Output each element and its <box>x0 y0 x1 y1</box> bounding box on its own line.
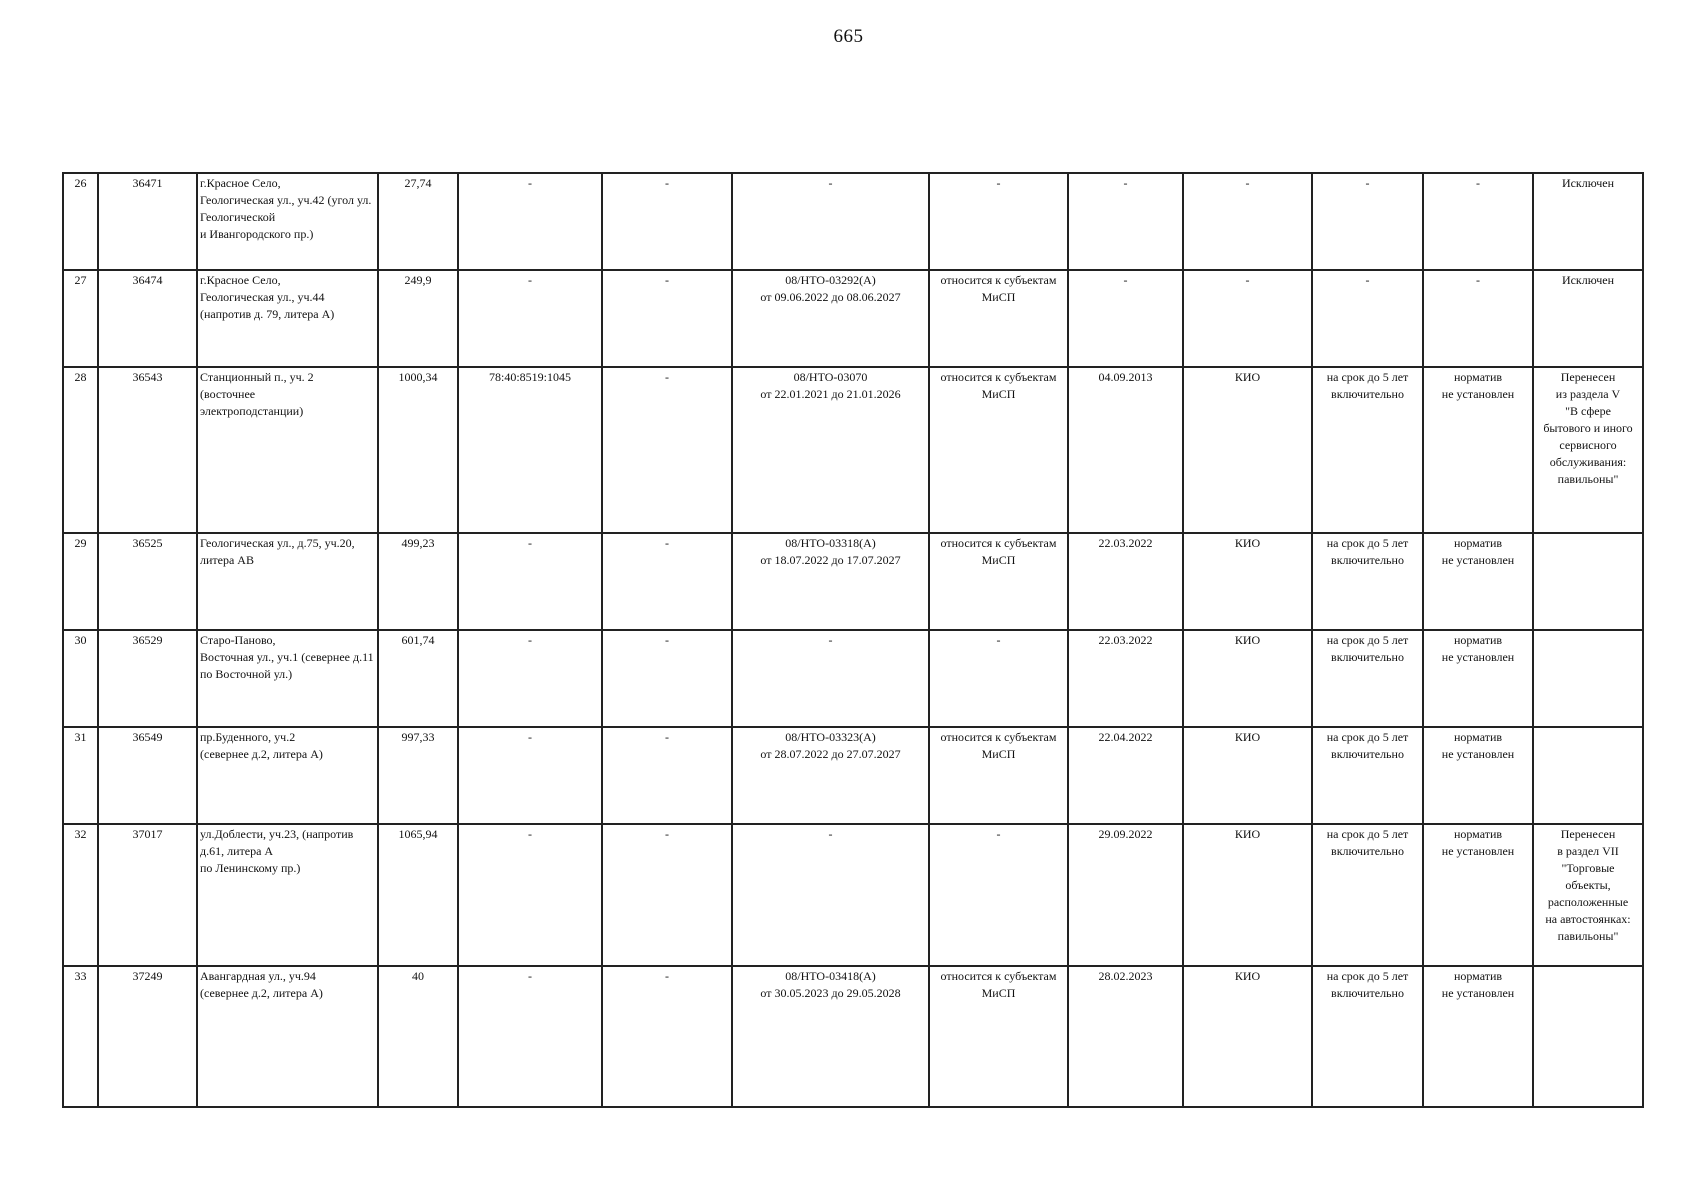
row-note-line: расположенные <box>1547 895 1629 909</box>
decision-date: 29.09.2022 <box>1068 824 1183 966</box>
contract-info-line: 08/НТО-03292(А) <box>785 273 876 287</box>
norm-status-line: - <box>1476 273 1480 287</box>
placement-term-line: - <box>1365 176 1370 190</box>
contract-info-line: - <box>828 633 833 647</box>
row-note <box>1533 533 1643 630</box>
object-id: 37249 <box>98 966 197 1107</box>
object-address: г.Красное Село, Геологическая ул., уч.42 (угол ул. Геологической и Ивангородского пр.) <box>197 173 378 270</box>
row-note-line: Исключен <box>1561 176 1615 190</box>
row-note <box>1533 173 1643 270</box>
row-number: 33 <box>63 966 98 1107</box>
placement-term <box>1312 533 1423 630</box>
object-id: 36474 <box>98 270 197 367</box>
responsible-body: КИО <box>1183 824 1312 966</box>
decision-date: 22.04.2022 <box>1068 727 1183 824</box>
subject-status <box>929 533 1068 630</box>
object-area: 1065,94 <box>378 824 458 966</box>
column-6-value: - <box>602 824 732 966</box>
column-6-value: - <box>602 173 732 270</box>
responsible-body: КИО <box>1183 367 1312 533</box>
contract-info <box>732 367 929 533</box>
norm-status-line: не установлен <box>1441 844 1515 858</box>
subject-status <box>929 727 1068 824</box>
row-note-line: из раздела V <box>1555 387 1621 401</box>
object-id: 36543 <box>98 367 197 533</box>
placement-term-line: включительно <box>1331 747 1404 761</box>
object-id: 36549 <box>98 727 197 824</box>
placement-term-line: на срок до 5 лет <box>1326 536 1409 550</box>
registry-table <box>62 172 1644 1108</box>
norm-status <box>1423 173 1533 270</box>
column-6-value: - <box>602 270 732 367</box>
row-note-line: в раздел VII <box>1557 844 1619 858</box>
subject-status-line: МиСП <box>981 290 1016 304</box>
object-address: Старо-Паново, Восточная ул., уч.1 (севернее д.11 по Восточной ул.) <box>197 630 378 727</box>
placement-term-line: на срок до 5 лет <box>1326 827 1409 841</box>
contract-info-line: от 22.01.2021 до 21.01.2026 <box>760 387 901 401</box>
cadastral-number: - <box>458 966 602 1107</box>
responsible-body: КИО <box>1183 533 1312 630</box>
norm-status <box>1423 630 1533 727</box>
norm-status <box>1423 727 1533 824</box>
row-note-line: Перенесен <box>1560 827 1616 841</box>
placement-term-line: включительно <box>1331 986 1404 1000</box>
contract-info-line: от 18.07.2022 до 17.07.2027 <box>760 553 901 567</box>
norm-status-line: норматив <box>1453 969 1503 983</box>
placement-term <box>1312 630 1423 727</box>
responsible-body: КИО <box>1183 727 1312 824</box>
subject-status-line: относится к субъектам <box>940 969 1057 983</box>
decision-date: 28.02.2023 <box>1068 966 1183 1107</box>
subject-status <box>929 630 1068 727</box>
contract-info-line: - <box>828 176 833 190</box>
contract-info <box>732 966 929 1107</box>
row-note <box>1533 727 1643 824</box>
cadastral-number: 78:40:8519:1045 <box>458 367 602 533</box>
subject-status-line: МиСП <box>981 986 1016 1000</box>
contract-info-line: 08/НТО-03323(А) <box>785 730 876 744</box>
norm-status <box>1423 270 1533 367</box>
row-note-line: Перенесен <box>1560 370 1616 384</box>
norm-status-line: не установлен <box>1441 387 1515 401</box>
table-row <box>63 533 1643 630</box>
table-row <box>63 966 1643 1107</box>
row-number: 30 <box>63 630 98 727</box>
row-note-line: Исключен <box>1561 273 1615 287</box>
subject-status-line: - <box>996 827 1001 841</box>
norm-status-line: норматив <box>1453 633 1503 647</box>
norm-status <box>1423 824 1533 966</box>
row-note <box>1533 824 1643 966</box>
object-area: 249,9 <box>378 270 458 367</box>
contract-info-line: 08/НТО-03070 <box>793 370 868 384</box>
norm-status <box>1423 367 1533 533</box>
subject-status <box>929 270 1068 367</box>
object-id: 36471 <box>98 173 197 270</box>
placement-term-line: включительно <box>1331 387 1404 401</box>
subject-status <box>929 824 1068 966</box>
subject-status-line: - <box>996 176 1001 190</box>
placement-term <box>1312 966 1423 1107</box>
row-number: 31 <box>63 727 98 824</box>
decision-date: 22.03.2022 <box>1068 533 1183 630</box>
column-6-value: - <box>602 727 732 824</box>
norm-status-line: не установлен <box>1441 650 1515 664</box>
object-address: пр.Буденного, уч.2 (севернее д.2, литера А) <box>197 727 378 824</box>
row-note-line: обслуживания: <box>1549 455 1627 469</box>
row-number: 29 <box>63 533 98 630</box>
page-number: 665 <box>833 26 864 47</box>
placement-term-line: включительно <box>1331 844 1404 858</box>
contract-info <box>732 533 929 630</box>
subject-status-line: - <box>996 633 1001 647</box>
row-note-line: павильоны" <box>1557 929 1619 943</box>
placement-term-line: на срок до 5 лет <box>1326 633 1409 647</box>
contract-info <box>732 630 929 727</box>
row-number: 27 <box>63 270 98 367</box>
table-row <box>63 173 1643 270</box>
cadastral-number: - <box>458 533 602 630</box>
contract-info <box>732 270 929 367</box>
placement-term <box>1312 727 1423 824</box>
object-id: 37017 <box>98 824 197 966</box>
norm-status-line: норматив <box>1453 370 1503 384</box>
object-area: 601,74 <box>378 630 458 727</box>
row-note-line: "Торговые <box>1561 861 1615 875</box>
row-note <box>1533 367 1643 533</box>
subject-status-line: МиСП <box>981 387 1016 401</box>
cadastral-number: - <box>458 727 602 824</box>
object-id: 36525 <box>98 533 197 630</box>
row-note-line: павильоны" <box>1557 472 1619 486</box>
norm-status-line: норматив <box>1453 827 1503 841</box>
subject-status-line: относится к субъектам <box>940 536 1057 550</box>
norm-status-line: не установлен <box>1441 747 1515 761</box>
subject-status-line: относится к субъектам <box>940 273 1057 287</box>
table-row <box>63 630 1643 727</box>
row-note-line: "В сфере <box>1565 404 1611 418</box>
contract-info <box>732 173 929 270</box>
cadastral-number: - <box>458 270 602 367</box>
cadastral-number: - <box>458 824 602 966</box>
contract-info-line: от 09.06.2022 до 08.06.2027 <box>760 290 901 304</box>
table-row <box>63 367 1643 533</box>
placement-term <box>1312 367 1423 533</box>
placement-term-line: на срок до 5 лет <box>1326 969 1409 983</box>
column-6-value: - <box>602 966 732 1107</box>
contract-info-line: 08/НТО-03418(А) <box>785 969 876 983</box>
table-row <box>63 824 1643 966</box>
subject-status <box>929 367 1068 533</box>
cadastral-number: - <box>458 173 602 270</box>
object-address: г.Красное Село, Геологическая ул., уч.44 (напротив д. 79, литера А) <box>197 270 378 367</box>
contract-info-line: от 30.05.2023 до 29.05.2028 <box>760 986 901 1000</box>
placement-term <box>1312 173 1423 270</box>
responsible-body: КИО <box>1183 630 1312 727</box>
object-address: Геологическая ул., д.75, уч.20, литера АВ <box>197 533 378 630</box>
object-address: Станционный п., уч. 2 (восточнее электроподстанции) <box>197 367 378 533</box>
contract-info <box>732 824 929 966</box>
placement-term-line: на срок до 5 лет <box>1326 370 1409 384</box>
placement-term-line: включительно <box>1331 553 1404 567</box>
placement-term-line: включительно <box>1331 650 1404 664</box>
object-address: ул.Доблести, уч.23, (напротив д.61, литера А по Ленинскому пр.) <box>197 824 378 966</box>
contract-info-line: 08/НТО-03318(А) <box>785 536 876 550</box>
subject-status-line: относится к субъектам <box>940 370 1057 384</box>
placement-term-line: - <box>1365 273 1370 287</box>
decision-date: - <box>1068 270 1183 367</box>
subject-status-line: относится к субъектам <box>940 730 1057 744</box>
norm-status-line: норматив <box>1453 730 1503 744</box>
row-number: 26 <box>63 173 98 270</box>
subject-status <box>929 966 1068 1107</box>
norm-status <box>1423 533 1533 630</box>
registry-body <box>63 173 1643 1107</box>
responsible-body: КИО <box>1183 966 1312 1107</box>
object-area: 1000,34 <box>378 367 458 533</box>
table-row <box>63 727 1643 824</box>
placement-term <box>1312 270 1423 367</box>
table-row <box>63 270 1643 367</box>
norm-status-line: не установлен <box>1441 986 1515 1000</box>
object-area: 499,23 <box>378 533 458 630</box>
placement-term-line: на срок до 5 лет <box>1326 730 1409 744</box>
object-area: 997,33 <box>378 727 458 824</box>
responsible-body: - <box>1183 173 1312 270</box>
contract-info-line: от 28.07.2022 до 27.07.2027 <box>760 747 901 761</box>
norm-status <box>1423 966 1533 1107</box>
object-address: Авангардная ул., уч.94 (севернее д.2, литера А) <box>197 966 378 1107</box>
norm-status-line: норматив <box>1453 536 1503 550</box>
row-note-line: объекты, <box>1565 878 1611 892</box>
responsible-body: - <box>1183 270 1312 367</box>
column-6-value: - <box>602 367 732 533</box>
row-number: 28 <box>63 367 98 533</box>
decision-date: 04.09.2013 <box>1068 367 1183 533</box>
contract-info <box>732 727 929 824</box>
row-note-line: сервисного <box>1559 438 1617 452</box>
subject-status-line: МиСП <box>981 747 1016 761</box>
norm-status-line: - <box>1476 176 1480 190</box>
row-note-line: бытового и иного <box>1543 421 1633 435</box>
column-6-value: - <box>602 630 732 727</box>
decision-date: - <box>1068 173 1183 270</box>
object-id: 36529 <box>98 630 197 727</box>
row-note <box>1533 270 1643 367</box>
column-6-value: - <box>602 533 732 630</box>
decision-date: 22.03.2022 <box>1068 630 1183 727</box>
object-area: 40 <box>378 966 458 1107</box>
row-number: 32 <box>63 824 98 966</box>
object-area: 27,74 <box>378 173 458 270</box>
subject-status <box>929 173 1068 270</box>
row-note <box>1533 966 1643 1107</box>
row-note-line: на автостоянках: <box>1545 912 1631 926</box>
norm-status-line: не установлен <box>1441 553 1515 567</box>
subject-status-line: МиСП <box>981 553 1016 567</box>
row-note <box>1533 630 1643 727</box>
placement-term <box>1312 824 1423 966</box>
contract-info-line: - <box>828 827 833 841</box>
cadastral-number: - <box>458 630 602 727</box>
